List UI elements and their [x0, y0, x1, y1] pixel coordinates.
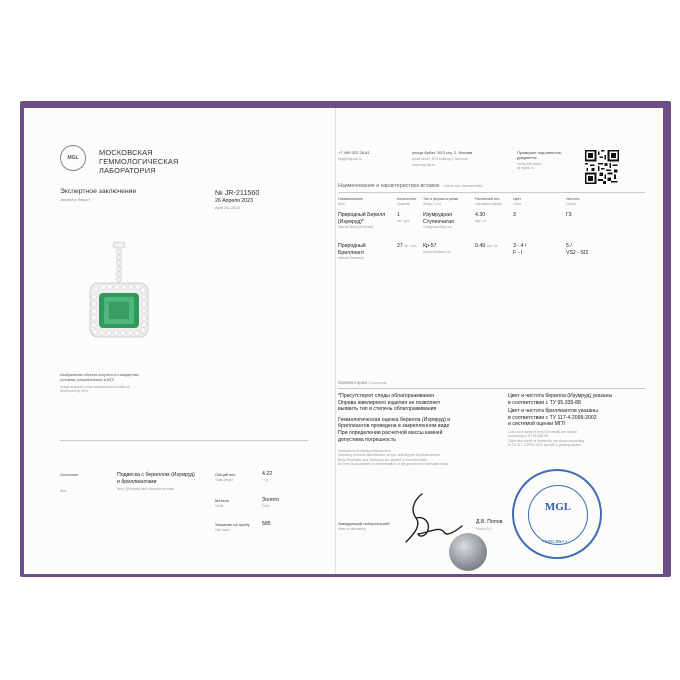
comment-line: допустима погрешность: [338, 436, 396, 443]
comment-line: Геммологическая оценка берилла (Изумруд) и: [338, 416, 451, 423]
comment-en-line: to TU 117-4.2099-2002 and MGL grading system: [508, 442, 582, 447]
mgl-logo: [60, 145, 86, 171]
row-emerald-name: [338, 212, 385, 229]
comment-line: Оправа ювелирного изделия не позволяет: [338, 399, 441, 406]
col-header-en: Color: [513, 201, 522, 206]
phone: +7 499 322-28-81: [338, 150, 370, 155]
cell-line: Кр-57: [423, 243, 437, 249]
spec-label: Указание на пробу: [215, 522, 250, 527]
spec-label-en: Metal: [215, 504, 224, 508]
cell-value: 27: [397, 243, 403, 249]
comment-left-en: [338, 449, 448, 466]
left-page: [24, 108, 336, 574]
verify-text: [517, 150, 562, 160]
cell-en: Round Brilliant cut: [423, 249, 451, 254]
col-header-item: [338, 197, 363, 206]
inserts-heading-en: / Name and characteristics: [442, 184, 483, 188]
cell-en: Natural Diamond: [338, 256, 364, 261]
col-header-en: Quantity: [397, 201, 410, 206]
caption-line: Изображение объекта получено в стандартных: [60, 373, 139, 377]
description-label-en: Item: [60, 489, 67, 493]
report-title: Экспертное заключение: [60, 188, 137, 195]
spec-label: Общий вес: [215, 472, 236, 477]
report-date: 26 Апреля 2023: [215, 198, 253, 204]
cell-line: (Изумруд)*: [338, 218, 364, 225]
cell-line: Природный Берилл: [338, 212, 386, 218]
col-header-cut: [423, 197, 458, 206]
comment-line: в соответствии с ТУ 95.335-88: [508, 399, 581, 406]
description-value: [117, 472, 195, 485]
caption-en-line: developed by MGL: [60, 389, 89, 394]
cell-value: 0.49: [475, 243, 486, 249]
cell-line: Бриллиант: [338, 249, 365, 256]
comment-en-line: *Indications of clarity enhancement: [338, 449, 391, 453]
comment-left: [338, 393, 450, 443]
spec-value: 4.22: [262, 471, 273, 477]
verify-en-line: Verify this report: [517, 162, 542, 166]
lab-stamp: [512, 469, 602, 559]
cell-line: 3 - 4 /: [513, 243, 527, 249]
head-name: Д.В. Попов: [476, 519, 503, 525]
col-header-clarity: [566, 197, 579, 206]
verify-en-line: at mglab.ru: [517, 166, 534, 171]
row-emerald-weight: [475, 212, 486, 223]
spec-value: Золото: [262, 497, 279, 503]
spec-value: 585: [262, 521, 271, 527]
report-date-en: April 26, 2023: [215, 205, 240, 210]
report-number: № JR-211560: [215, 188, 260, 197]
cell-unit: шт / pcs: [397, 218, 410, 223]
caption-en-line: Image acquired under standardized conditions: [60, 385, 130, 389]
spec-unit: г / g: [262, 478, 268, 482]
spec-label: Металл: [215, 498, 230, 503]
email: mgl@mgl-lab.ru: [338, 157, 362, 161]
col-header-color: [513, 197, 521, 206]
comments-heading: [338, 380, 387, 385]
cell-line: Ступенчатая: [423, 218, 454, 225]
row-diamond-weight: [475, 243, 497, 250]
lab-name-line: ГЕММОЛОГИЧЕСКАЯ: [99, 157, 179, 166]
cell-line: 5 /: [566, 243, 572, 249]
description-en: Beryl (Emerald) and diamond pendant: [117, 487, 175, 491]
col-header-weight: [475, 197, 502, 206]
comment-right: [508, 393, 612, 428]
comment-en-line: Beryl (Emerald) and diamonds are graded in mounted state: [338, 457, 428, 462]
row-diamond-color: [513, 243, 526, 256]
pendant-image: [75, 240, 165, 345]
cell-en: Natural Beryl (Emerald): [338, 225, 374, 230]
address: улица Арбат, 30/3 стр. 2, Москва: [412, 150, 473, 155]
lab-name-line: ЛАБОРАТОРИЯ: [99, 166, 156, 175]
cell-line: F - I: [513, 249, 523, 256]
spec-label-en: Hall mark: [215, 528, 230, 532]
divider: [338, 192, 645, 193]
comments-heading-ru: Комментарии: [338, 380, 367, 385]
col-header-en: Item: [338, 201, 345, 206]
cell-line: Изумрудная: [423, 212, 452, 218]
cell-value: 1: [397, 212, 400, 218]
spec-unit: Gold: [262, 504, 270, 508]
row-diamond-qty: [397, 243, 417, 250]
description-line: Подвеска с бериллом (Изумруд): [117, 472, 195, 478]
comment-line: *Присутствуют следы облагораживания: [338, 393, 434, 399]
qr-code[interactable]: [585, 150, 619, 184]
description-line: и бриллиантами: [117, 478, 157, 485]
stamp-city: • МОСКВА •: [542, 539, 568, 544]
row-emerald-qty: [397, 212, 409, 223]
description-label: Описание: [60, 472, 79, 477]
col-header-ru: Расчетный вес: [475, 197, 500, 201]
verify-line: документа: [517, 155, 537, 160]
comment-line: бриллиантов проведена в закрепленном виде: [338, 423, 450, 430]
comment-line: выявить тип и степень облагораживания: [338, 406, 437, 413]
verify-text-en: [517, 162, 542, 171]
comment-line: Цвет и чистота бриллиантов указаны: [508, 408, 598, 415]
cell-unit: кар / ct: [475, 218, 486, 223]
row-diamond-cut: [423, 243, 451, 254]
image-caption-en: [60, 385, 130, 394]
cell-line: Природный: [338, 243, 366, 249]
col-header-ru: Тип и форма огранки: [423, 197, 459, 201]
comment-line: При определении расчетной массы камней: [338, 429, 443, 436]
comment-en-line: Color and clarity of diamonds are shown according: [508, 438, 585, 443]
head-label: Заведующий лабораторией: [338, 521, 390, 526]
row-diamond-clarity: [566, 243, 588, 256]
cell-line: VS2 - SI2: [566, 249, 589, 256]
comment-line: в соответствии с ТУ 117-4.2099-2002: [508, 414, 597, 421]
col-header-quantity: [397, 197, 416, 206]
report-title-en: Jewellery Report: [60, 197, 90, 202]
caption-line: условиях, разработанных в МГЛ: [60, 377, 114, 382]
cell-value: 4.30: [475, 212, 486, 218]
row-emerald-color: 3: [513, 212, 516, 218]
comment-line: и системой оценки МГЛ: [508, 421, 565, 428]
comments-heading-en: / Comments: [368, 381, 387, 385]
image-caption: [60, 373, 139, 382]
comment-en-line: Color and clarity of beryl (Emerald) are shown: [508, 430, 577, 434]
col-header-en: Calculated weight: [475, 201, 502, 206]
comment-en-line: Mounting prevents identification of type and degree of enhancement: [338, 453, 441, 458]
divider: [338, 388, 645, 389]
lab-name-line: МОСКОВСКАЯ: [99, 148, 153, 157]
mgl-logo-text: MGL: [67, 155, 79, 161]
cell-unit: кар / ct: [486, 244, 498, 248]
divider: [60, 440, 308, 441]
row-emerald-clarity: Г3: [566, 212, 572, 218]
row-diamond-name: [338, 243, 366, 260]
col-header-ru: Чистота: [566, 197, 580, 201]
comment-en-line: An error is acceptable in determination of the gemstone's estimated mass: [338, 461, 449, 466]
inserts-heading-ru: Наименование и характеристика вставок: [338, 183, 440, 189]
cell-unit: шт / pcs: [404, 244, 417, 248]
hologram-seal: [449, 533, 487, 571]
col-header-ru: Наименование: [338, 197, 363, 201]
col-header-en: Shape / Cut: [423, 201, 441, 206]
head-label-en: Head of laboratory: [338, 527, 366, 531]
site: www.mgl-lab.ru: [412, 163, 436, 167]
head-name-en: Popov D.V.: [476, 527, 493, 531]
col-header-ru: Цвет: [513, 197, 522, 201]
col-header-en: Clarity: [566, 201, 576, 206]
cell-en: Octagonal Step cut: [423, 225, 452, 230]
row-emerald-cut: [423, 212, 454, 229]
col-header-ru: Количество: [397, 197, 417, 201]
comment-line: Цвет и чистота берилла (Изумруд) указаны: [508, 393, 613, 399]
spec-label-en: Total weight: [215, 478, 233, 482]
lab-name: [99, 148, 179, 175]
address-en: Arbat street, 30/3 building 2, Moscow: [412, 157, 468, 161]
inserts-heading: [338, 183, 483, 189]
stamp-inner-ring: [528, 485, 588, 545]
stamp-logo: MGL: [544, 501, 572, 513]
verify-line: Проверьте подлинность: [517, 150, 562, 155]
comment-en-line: according to TU 95.335-88: [508, 434, 549, 439]
comment-right-en: [508, 430, 584, 447]
